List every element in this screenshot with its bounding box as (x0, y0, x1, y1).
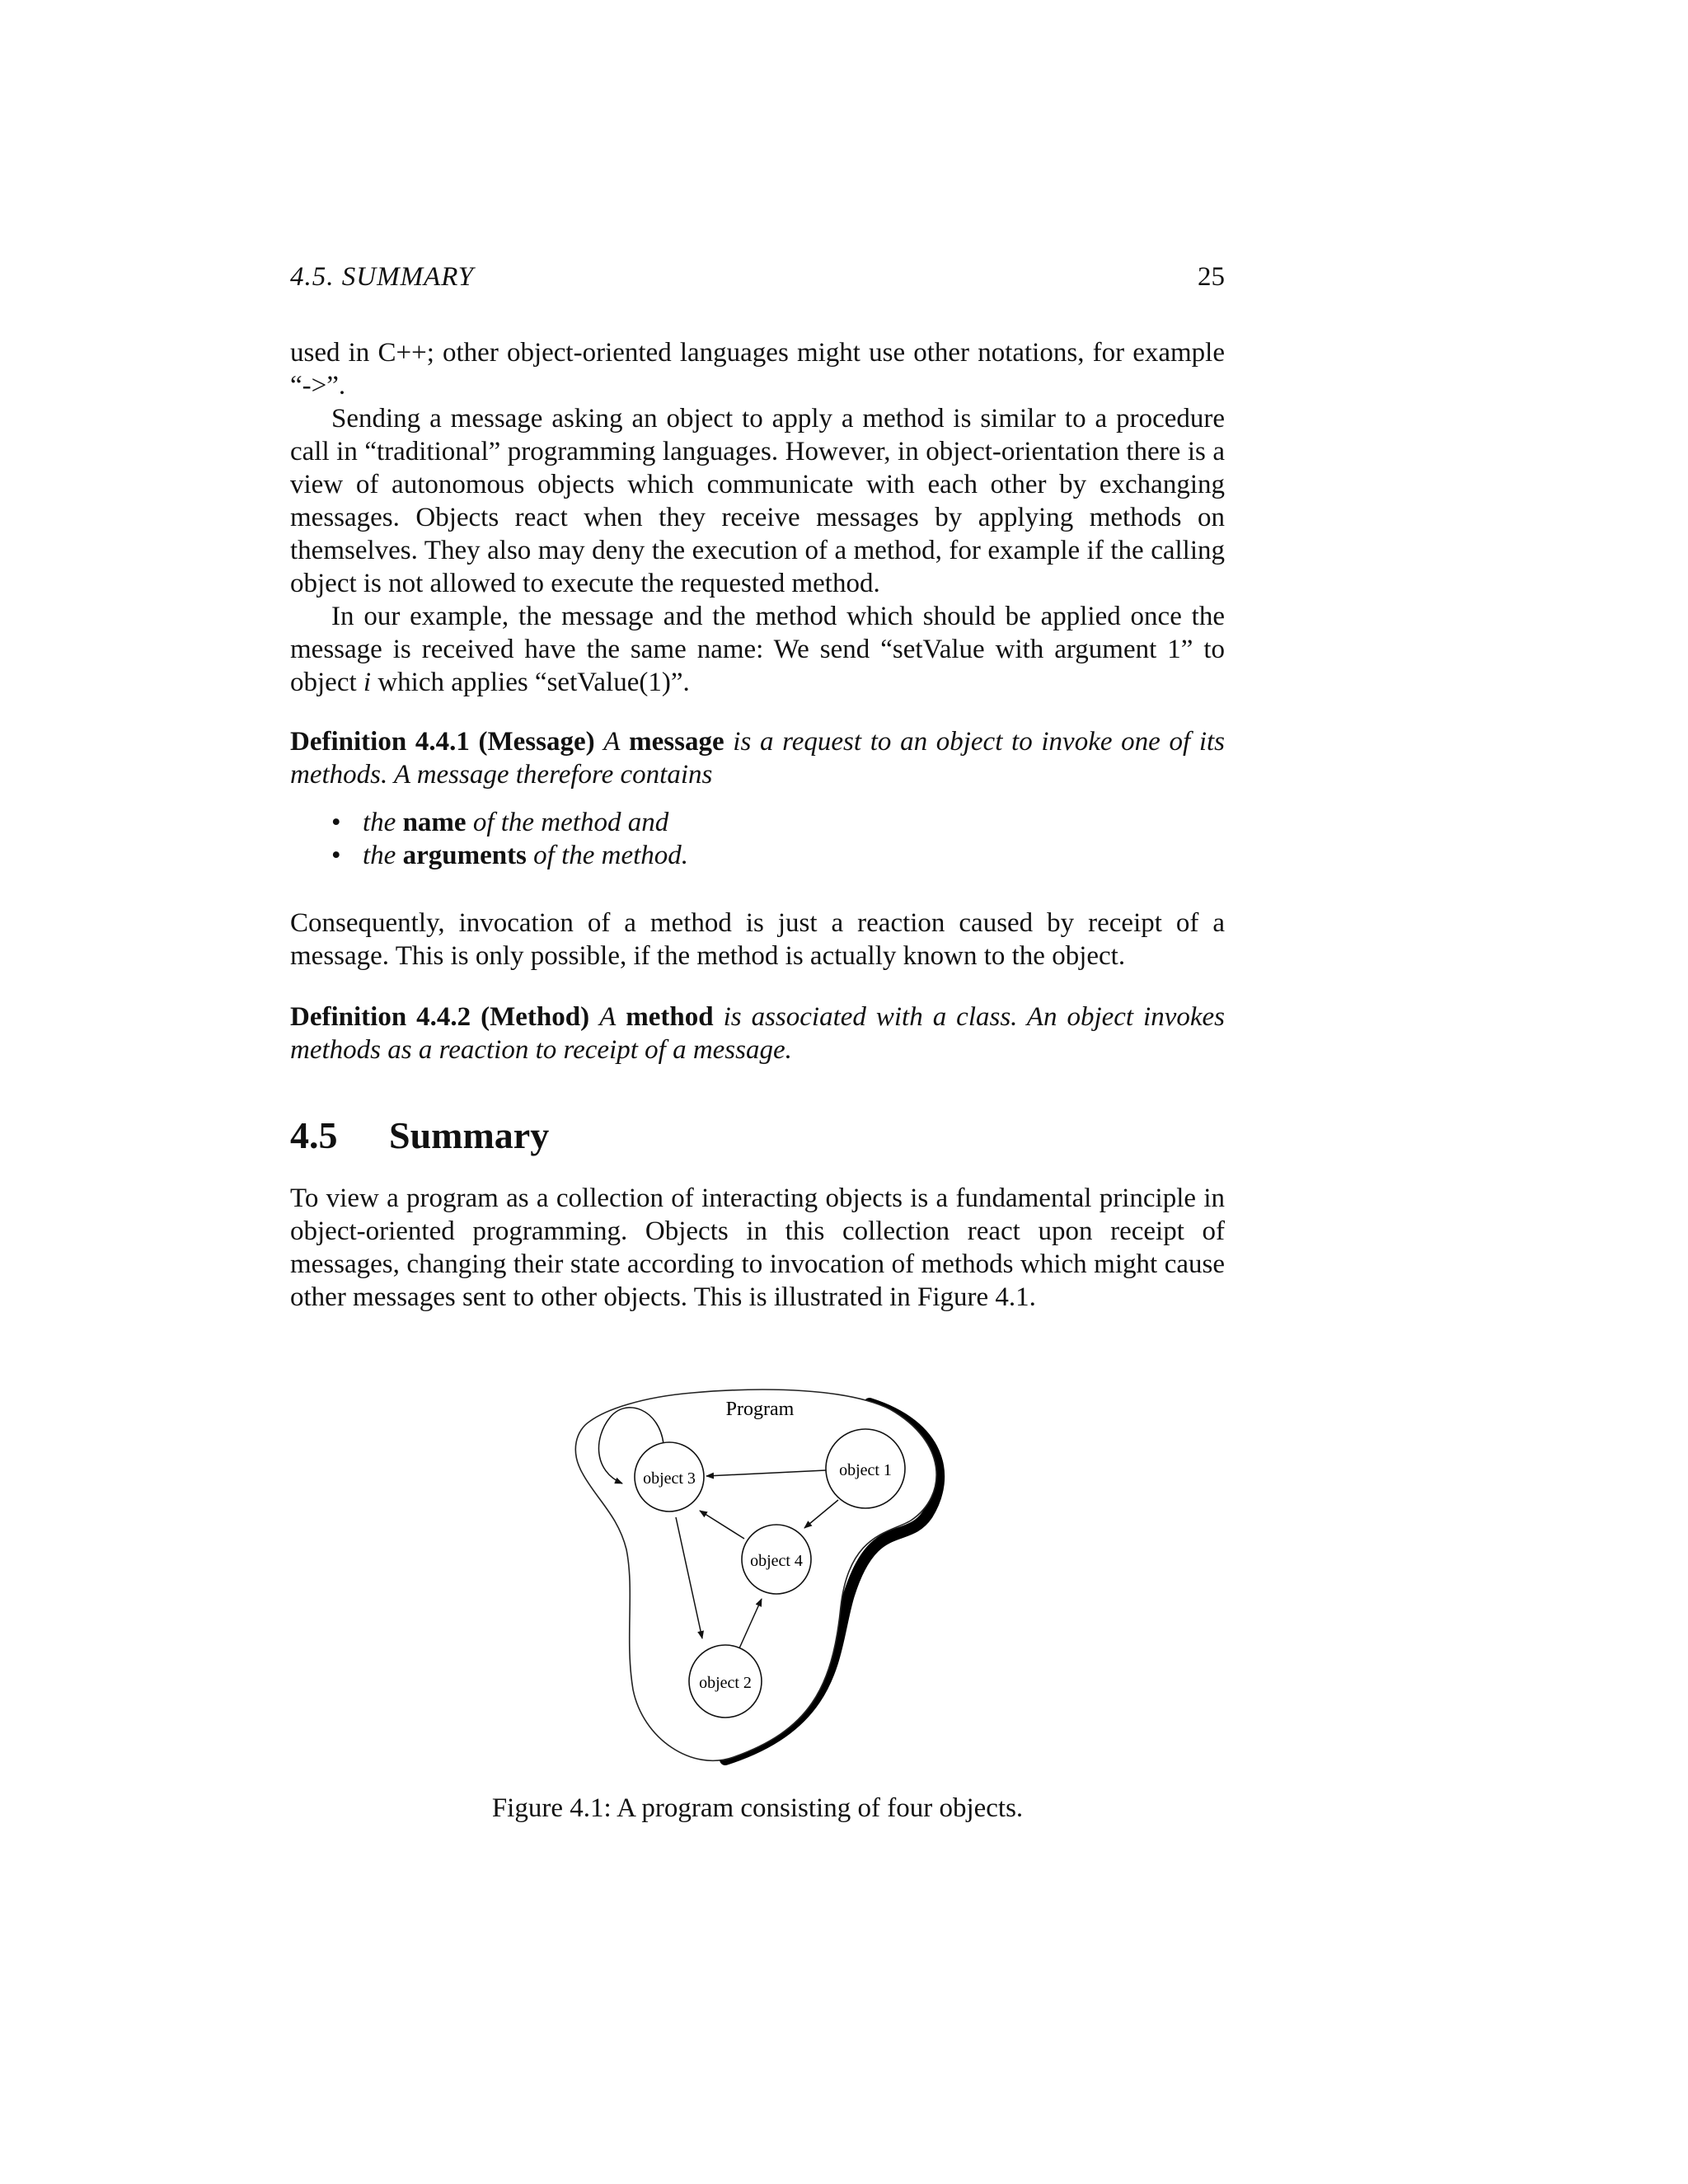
node-object-1 (826, 1429, 905, 1508)
paragraph-continued: used in C++; other object-oriented languages might use other notations, for example “->”. (290, 338, 1225, 401)
running-title: 4.5. SUMMARY (290, 262, 475, 292)
paragraph-example: In our example, the message and the method which should be applied once the message is received have the same name: We send “setValue with argument 1” to object i which applies “setValue(1)”. (290, 602, 1225, 697)
definition-heading: Definition 4.4.2 (Method) (290, 1002, 590, 1032)
svg-text:object 4: object 4 (750, 1552, 803, 1570)
svg-text:object 2: object 2 (699, 1674, 752, 1692)
node-object-2 (689, 1645, 762, 1718)
definition-term: message (629, 727, 724, 757)
svg-text:object 1: object 1 (839, 1461, 892, 1479)
program-label: Program (725, 1399, 795, 1420)
node-object-4 (742, 1525, 811, 1594)
summary-paragraph: To view a program as a collection of interacting objects is a fundamental principle in object-oriented programming. Objects in this collection react upon receipt of messages, changing their state according to invocation of methods which might cause other messages sent to other objects. This is illustrated in Figure 4.1. (290, 1183, 1225, 1312)
paragraph-consequently: Consequently, invocation of a method is just a reaction caused by receipt of a message. This is only possible, if the method is actually known to the object. (290, 908, 1225, 971)
definition-bullet-list (331, 806, 1225, 872)
section-title: Summary (389, 1114, 550, 1156)
section-heading (290, 1113, 1225, 1159)
node-object-3 (635, 1442, 704, 1511)
definition-message: Definition 4.4.1 (Message) A message is a request to an object to invoke one of its methods. A message therefore contains • the name of the method and • the arguments of the method. (290, 727, 1225, 870)
svg-text:object 3: object 3 (643, 1469, 696, 1488)
definition-term: method (626, 1002, 714, 1032)
list-item: • the name of the method and (331, 808, 669, 837)
definition-method: Definition 4.4.2 (Method) A method is associated with a class. An object invokes methods as a reaction to receipt of a message. (290, 1002, 1226, 1065)
intro-paragraphs (290, 336, 1225, 699)
section-number: 4.5 (290, 1114, 338, 1156)
page-number: 25 (1198, 262, 1225, 292)
figure-caption: Figure 4.1: A program consisting of four objects. (491, 1793, 1024, 1823)
program-objects-diagram (560, 1376, 973, 1772)
list-item: • the arguments of the method. (331, 841, 689, 870)
running-header (290, 262, 1225, 293)
paragraph-message-sending: Sending a message asking an object to apply a method is similar to a procedure call in “traditional” programming languages. However, in object-orientation there is a view of autonomous objects which communicate with each other by exchanging messages. Objects react when they receive messages by applying methods on themselves. They also may deny the execution of a method, for example if the calling object is not allowed to execute the requested method. (290, 404, 1225, 598)
definition-heading: Definition 4.4.1 (Message) (290, 727, 595, 757)
